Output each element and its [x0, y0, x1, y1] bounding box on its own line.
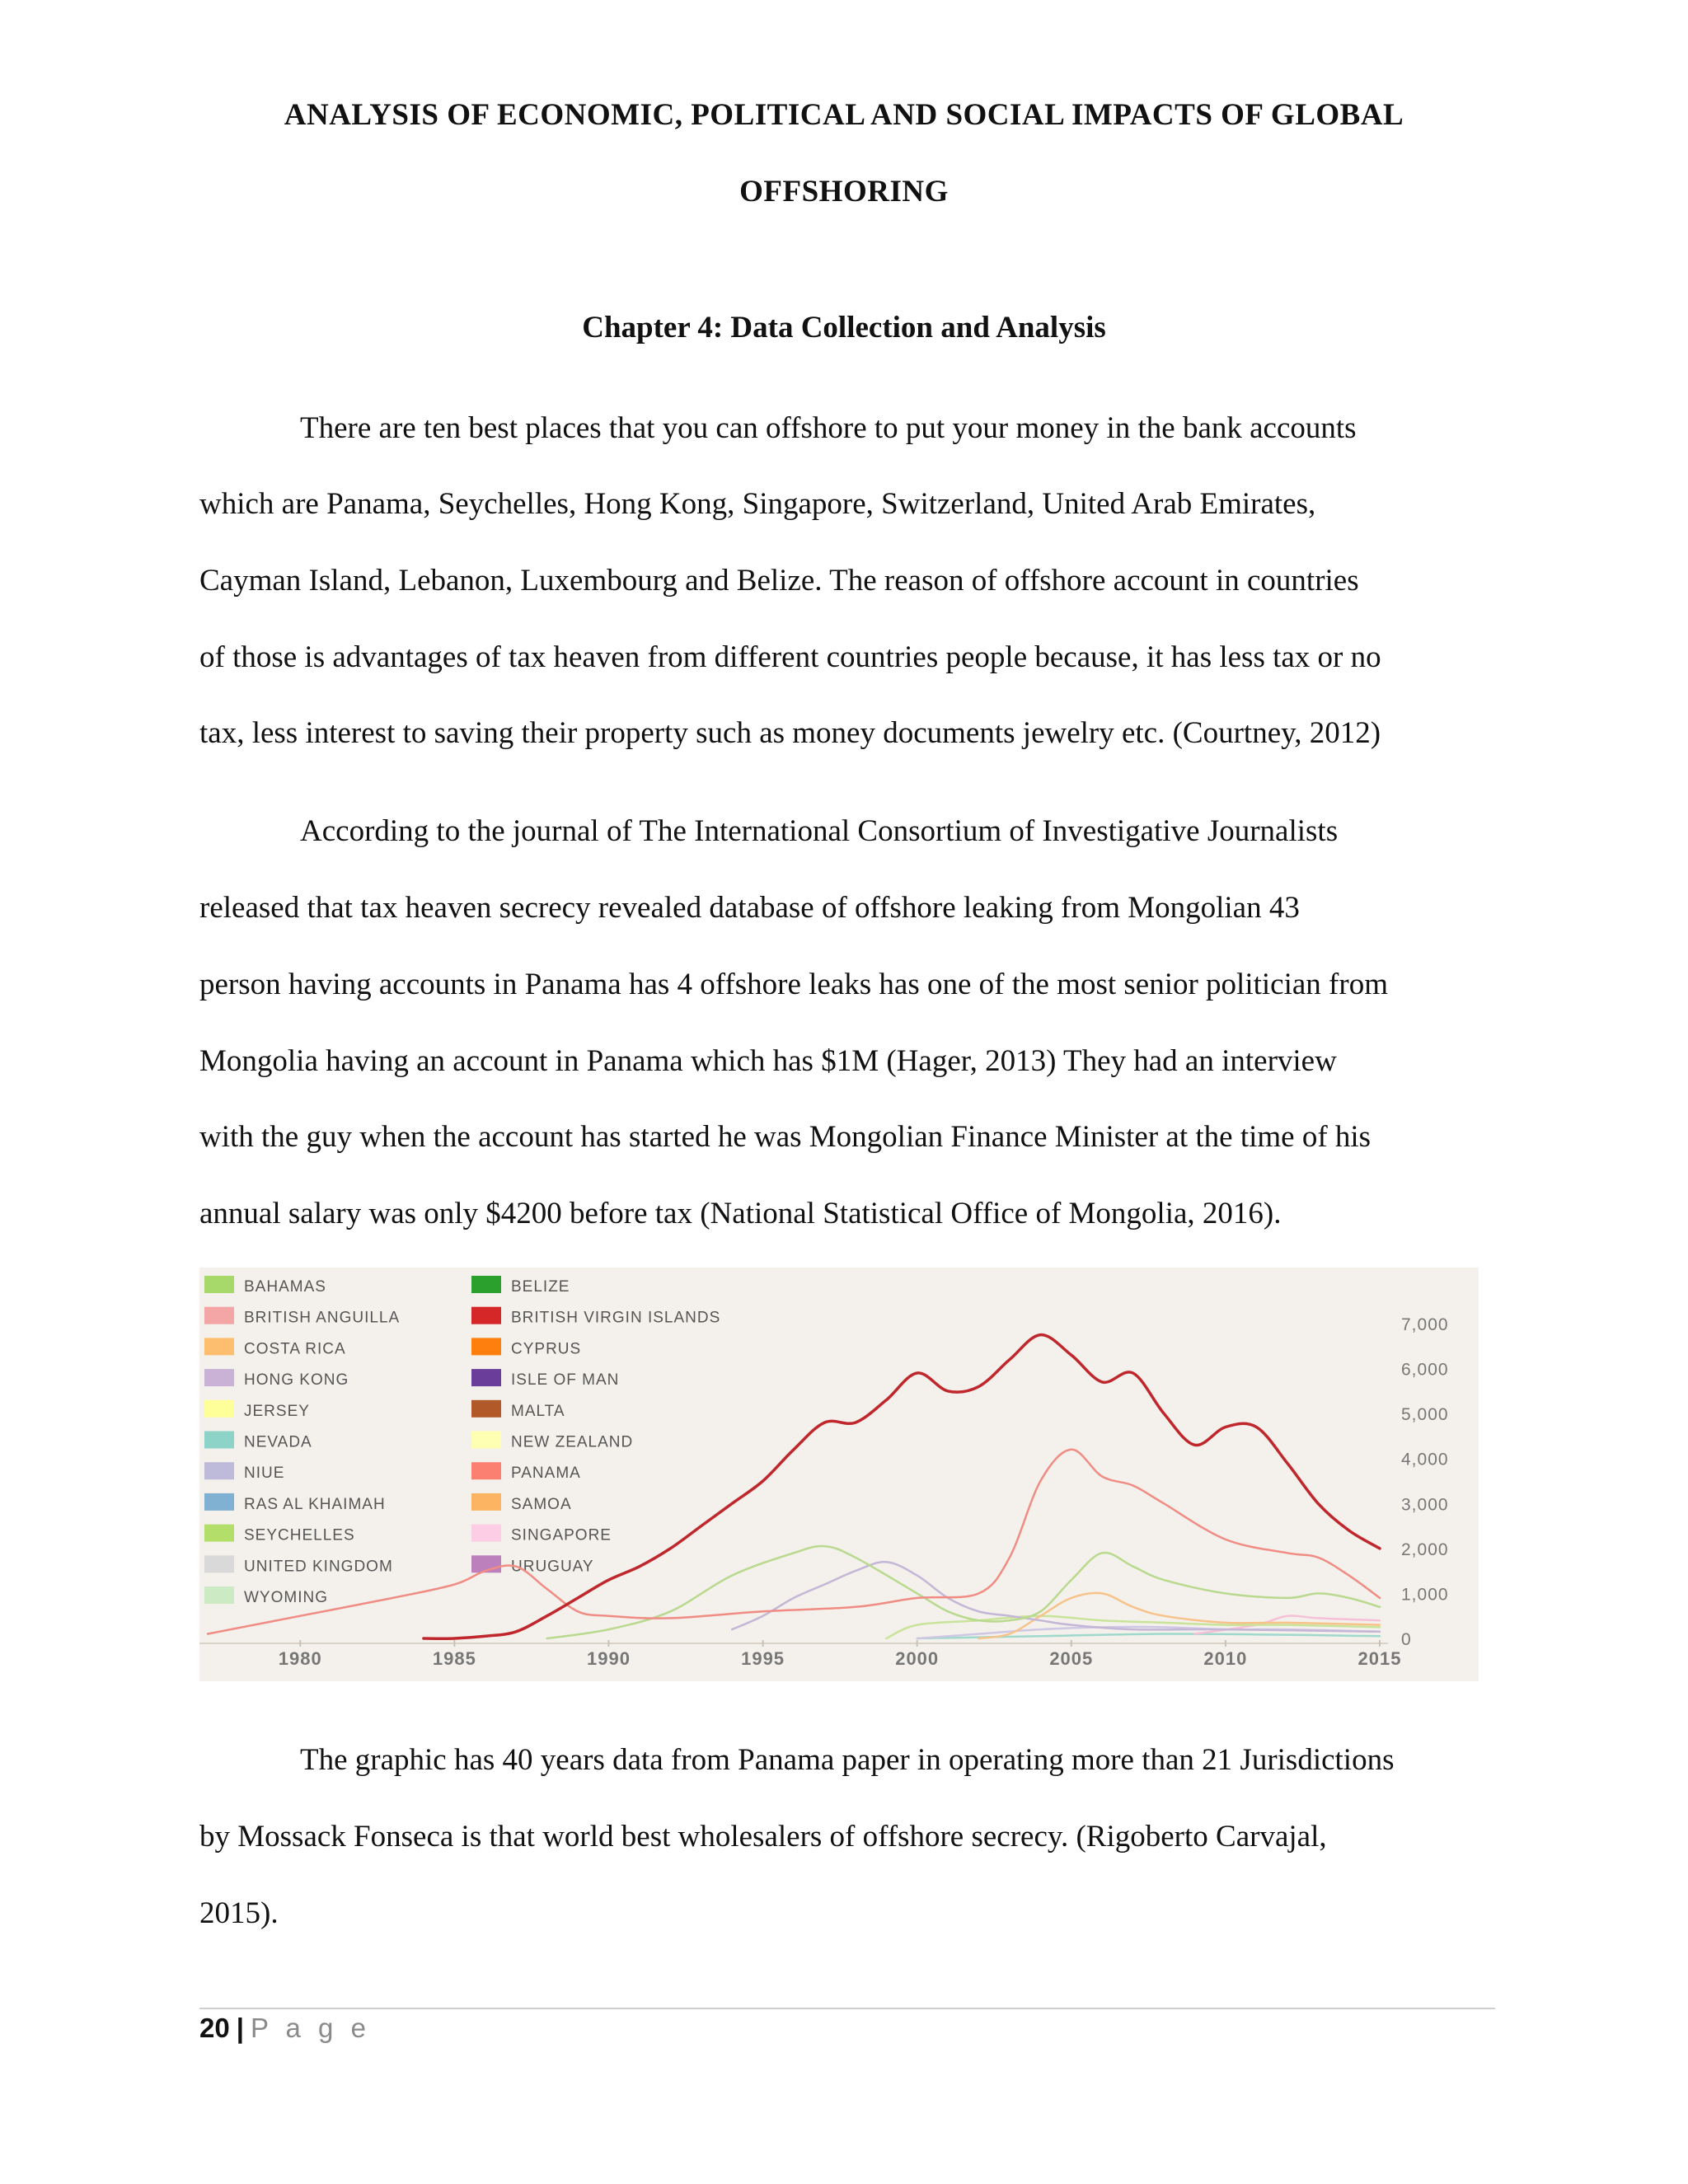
legend-label: CYPRUS [511, 1340, 582, 1358]
legend-item [471, 1400, 565, 1420]
legend-item [471, 1555, 594, 1575]
y-tick-label: 0 [1401, 1630, 1412, 1649]
legend-label: ISLE OF MAN [511, 1371, 620, 1390]
legend-item [204, 1555, 393, 1575]
legend-swatch [471, 1276, 501, 1293]
legend-item [204, 1586, 328, 1606]
legend-item [204, 1432, 312, 1451]
legend-label: HONG KONG [244, 1371, 349, 1390]
page-footer [199, 2013, 371, 2044]
y-tick-label: 7,000 [1401, 1315, 1449, 1334]
legend-swatch [204, 1276, 234, 1293]
x-tick-label: 1985 [432, 1648, 476, 1669]
legend-swatch [204, 1493, 234, 1511]
legend-item [471, 1525, 612, 1544]
legend-item [204, 1369, 349, 1389]
paragraph-line: released that tax heaven secrecy revealed database of offshore leaking from Mongolian 43 [199, 891, 1300, 925]
y-tick-label: 3,000 [1401, 1495, 1449, 1515]
x-tick-label: 2005 [1049, 1648, 1094, 1669]
legend-swatch [204, 1525, 234, 1542]
legend-label: SAMOA [511, 1495, 572, 1513]
paragraph-line: The graphic has 40 years data from Panama paper in operating more than 21 Jurisdictions [300, 1743, 1395, 1777]
paragraph-line: by Mossack Fonseca is that world best wholesalers of offshore secrecy. (Rigoberto Carvajal, [199, 1820, 1327, 1854]
legend-label: SEYCHELLES [244, 1526, 355, 1544]
legend-swatch [204, 1432, 234, 1449]
legend-swatch [204, 1586, 234, 1604]
paragraph-line: with the guy when the account has started he was Mongolian Finance Minister at the time of his [199, 1120, 1372, 1154]
x-tick-label: 1990 [586, 1648, 631, 1669]
paragraph-line: tax, less interest to saving their property such as money documents jewelry etc. (Courtney, 2012) [199, 716, 1381, 750]
legend-label: JERSEY [244, 1402, 310, 1420]
legend-label: BRITISH ANGUILLA [244, 1309, 401, 1327]
paragraph-line: 2015). [199, 1896, 279, 1930]
y-tick-label: 5,000 [1401, 1405, 1449, 1425]
legend-item [204, 1400, 310, 1420]
legend-swatch [471, 1462, 501, 1479]
page-separator: | [236, 2013, 244, 2043]
legend-label: NIUE [244, 1465, 285, 1483]
legend-swatch [471, 1432, 501, 1449]
legend-item [204, 1462, 284, 1482]
paragraph-line: There are ten best places that you can offshore to put your money in the bank accounts [300, 411, 1357, 445]
x-tick-label: 2010 [1203, 1648, 1248, 1669]
legend-swatch [204, 1400, 234, 1418]
legend-label: SINGAPORE [511, 1526, 612, 1544]
y-tick-label: 1,000 [1401, 1585, 1449, 1605]
legend-swatch [471, 1400, 501, 1418]
legend-item [471, 1493, 572, 1513]
paragraph-line: which are Panama, Seychelles, Hong Kong, Singapore, Switzerland, United Arab Emirates, [199, 487, 1316, 521]
legend-label: BAHAMAS [244, 1278, 326, 1296]
legend-label: MALTA [511, 1402, 565, 1420]
y-tick-label: 2,000 [1401, 1540, 1449, 1559]
document-title-line2: OFFSHORING [739, 175, 949, 209]
legend-swatch [204, 1555, 234, 1572]
legend-swatch [204, 1462, 234, 1479]
x-tick-label: 2000 [895, 1648, 940, 1669]
legend-swatch [471, 1307, 501, 1324]
legend-item [471, 1276, 570, 1296]
legend-label: NEW ZEALAND [511, 1433, 634, 1451]
paragraph-line: Mongolia having an account in Panama which has $1M (Hager, 2013) They had an interview [199, 1044, 1337, 1078]
y-tick-label: 6,000 [1401, 1360, 1449, 1380]
legend-label: RAS AL KHAIMAH [244, 1495, 386, 1513]
legend-item [204, 1338, 346, 1357]
x-tick-label: 2015 [1357, 1648, 1402, 1669]
paragraph-line: annual salary was only $4200 before tax (National Statistical Office of Mongolia, 2016). [199, 1197, 1282, 1230]
legend-item [204, 1307, 400, 1327]
legend-label: NEVADA [244, 1433, 312, 1451]
document-title-line1: ANALYSIS OF ECONOMIC, POLITICAL AND SOCIAL IMPACTS OF GLOBAL [284, 98, 1404, 132]
legend-swatch [204, 1307, 234, 1324]
paragraph-line: of those is advantages of tax heaven from different countries people because, it has less tax or no [199, 640, 1381, 674]
legend-item [471, 1338, 581, 1357]
x-tick-label: 1980 [278, 1648, 322, 1669]
legend-swatch [204, 1338, 234, 1355]
legend-swatch [471, 1493, 501, 1511]
legend-swatch [471, 1338, 501, 1355]
legend-label: BRITISH VIRGIN ISLANDS [511, 1309, 721, 1327]
offshore-entities-line-chart [199, 1268, 1479, 1681]
legend-swatch [471, 1369, 501, 1386]
legend-swatch [204, 1369, 234, 1386]
x-tick-label: 1995 [741, 1648, 785, 1669]
y-tick-label: 4,000 [1401, 1450, 1449, 1469]
legend-label: URUGUAY [511, 1558, 594, 1576]
legend-label: BELIZE [511, 1278, 570, 1296]
legend-item [471, 1432, 633, 1451]
legend-item [204, 1525, 355, 1544]
legend-label: COSTA RICA [244, 1340, 346, 1358]
legend-label: WYOMING [244, 1589, 328, 1606]
legend-item [204, 1276, 326, 1296]
legend-label: PANAMA [511, 1465, 581, 1483]
legend-item [471, 1369, 619, 1389]
legend-label: UNITED KINGDOM [244, 1558, 393, 1576]
legend-swatch [471, 1525, 501, 1542]
page-number: 20 [199, 2013, 230, 2043]
page-label: P a g e [250, 2013, 371, 2043]
legend-item [471, 1462, 581, 1482]
legend-item [204, 1493, 386, 1513]
paragraph-line: According to the journal of The International Consortium of Investigative Journalists [300, 814, 1339, 848]
footer-divider [199, 2008, 1495, 2009]
chapter-heading: Chapter 4: Data Collection and Analysis [582, 311, 1106, 344]
paragraph-line: person having accounts in Panama has 4 offshore leaks has one of the most senior politician from [199, 968, 1388, 1001]
paragraph-line: Cayman Island, Lebanon, Luxembourg and Belize. The reason of offshore account in countries [199, 564, 1359, 598]
